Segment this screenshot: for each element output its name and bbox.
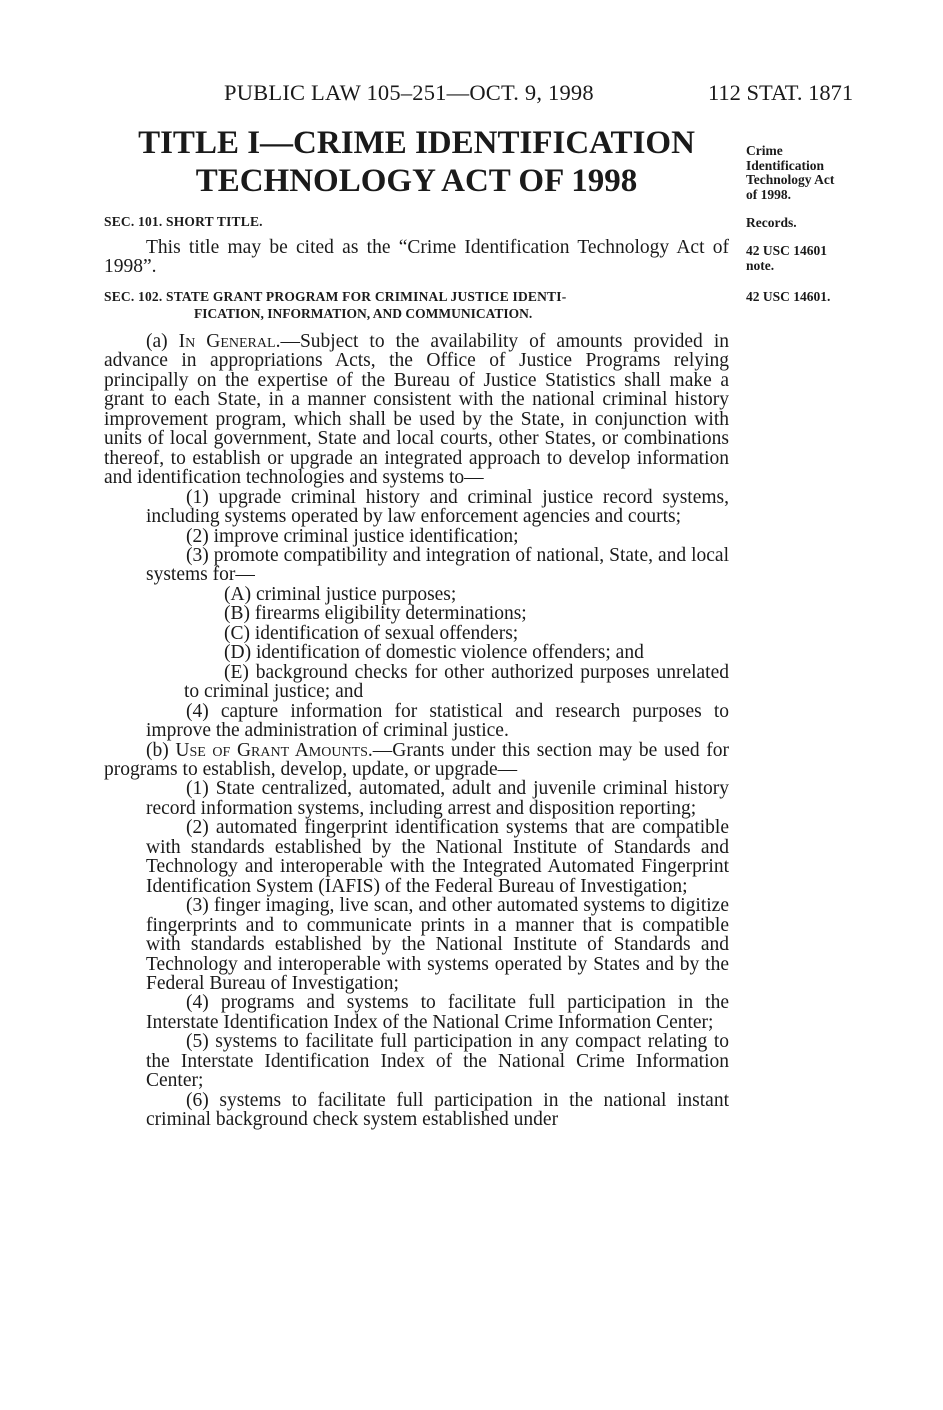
margin-note-usc-note — [746, 244, 876, 273]
document-title — [104, 124, 729, 200]
subsection-heading: Use of Grant Amounts — [175, 739, 368, 761]
subsection-label: (a) — [146, 331, 179, 352]
subsection-heading: In General — [178, 331, 276, 352]
paragraph-b6: (6) systems to facilitate full participation in the national instant criminal background check system established under — [146, 1089, 729, 1131]
title-line-1: TITLE I—CRIME IDENTIFICATION — [138, 125, 695, 161]
section-101-body — [104, 238, 729, 277]
margin-note-line: 42 USC 14601 — [746, 243, 828, 258]
running-header-law: PUBLIC LAW 105–251—OCT. 9, 1998 — [224, 80, 594, 105]
section-101-text: This title may be cited as the “Crime Identification Technology Act of 1998”. — [104, 237, 729, 278]
margin-note-line: note. — [746, 257, 775, 273]
subsection-a — [104, 332, 729, 488]
running-header-stat: 112 STAT. 1871 — [708, 80, 854, 105]
margin-note-line: of 1998. — [746, 186, 791, 202]
subparagraph-a3B: (B) firearms eligibility determinations; — [224, 603, 527, 625]
section-101-heading: SEC. 101. SHORT TITLE. — [104, 214, 263, 229]
paragraph-b5: (5) systems to facilitate full participation in any compact relating to the Interstate Identification Index of the National Crime Information Center; — [146, 1031, 729, 1092]
margin-note-act-name — [746, 144, 876, 202]
margin-note-records: Records. — [746, 215, 797, 230]
subsection-label: (b) — [146, 739, 176, 761]
paragraph-a2: (2) improve criminal justice identification; — [186, 525, 519, 547]
subsection-text: .—Grants under this section may be used for programs to establish, develop, update, or upgrade— — [104, 739, 729, 780]
paragraph-a3: (3) promote compatibility and integration of national, State, and local systems for— — [146, 544, 729, 586]
paragraph-b4: (4) programs and systems to facilitate full participation in the Interstate Identification Index of the National Crime Information Center; — [146, 992, 729, 1033]
margin-note-usc: 42 USC 14601. — [746, 289, 831, 304]
section-102-heading: SEC. 102. STATE GRANT PROGRAM FOR CRIMINAL JUSTICE IDENTI- — [104, 289, 567, 304]
margin-note-line: Technology Act — [746, 172, 835, 187]
title-line-2: TECHNOLOGY ACT OF 1998 — [195, 163, 638, 199]
subsection-b — [104, 741, 729, 780]
margin-note-line: Crime — [746, 143, 783, 158]
subparagraph-a3E: (E) background checks for other authorized purposes unrelated to criminal justice; and — [184, 661, 729, 703]
subsection-text: .—Subject to the availability of amounts provided in advance in appropriations Acts, the Office of Justice Programs relying principally on the expertise of the Bureau of Justice Statistics shall make a grant to each State, in a manner consistent with the national criminal history improvement program, which shall be used by the State, in conjunction with units of local government, State and local courts, other States, or combinations thereof, to establish or upgrade an integrated approach to develop information and identification technologies and systems to— — [104, 331, 729, 489]
margin-note-line: Identification — [746, 157, 825, 173]
subparagraph-a3C: (C) identification of sexual offenders; — [224, 622, 519, 644]
paragraph-b3: (3) finger imaging, live scan, and other automated systems to digitize fingerprints and to communicate prints in a manner that is compatible with standards established by the National Institute of Standards and Technology and interoperable with systems operated by States and by the Federal Bureau of Investigation; — [146, 895, 729, 994]
subparagraph-a3D: (D) identification of domestic violence offenders; and — [224, 642, 644, 664]
paragraph-b2: (2) automated fingerprint identification systems that are compatible with standards established by the National Institute of Standards and Technology and interoperable with the Integrated Automated Fingerprint Identification System (IAFIS) of the Federal Bureau of Investigation; — [146, 817, 729, 897]
subparagraph-a3A: (A) criminal justice purposes; — [224, 583, 457, 605]
paragraph-b1: (1) State centralized, automated, adult and juvenile criminal history record information systems, including arrest and disposition reporting; — [146, 778, 729, 819]
paragraph-a4: (4) capture information for statistical and research purposes to improve the administration of criminal justice. — [146, 700, 729, 742]
paragraph-a1: (1) upgrade criminal history and criminal justice record systems, including systems operated by law enforcement agencies and courts; — [146, 486, 729, 528]
section-102-body — [104, 332, 729, 1130]
section-102-heading-cont: FICATION, INFORMATION, AND COMMUNICATION. — [194, 306, 533, 321]
